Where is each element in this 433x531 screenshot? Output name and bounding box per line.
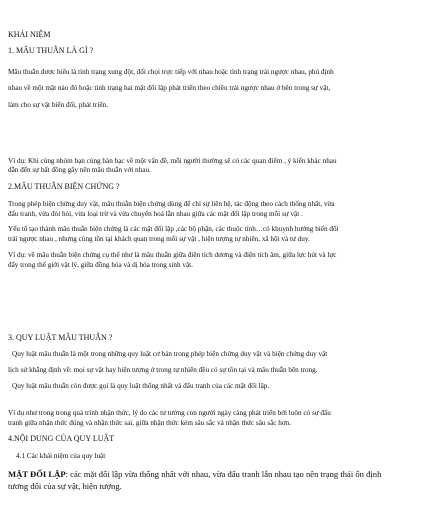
section-3-paragraph-line-2: lịch sử khẳng định về: mọi sự vật hay hiện tượng ở trong tự nhiên đều có sự tồn tại và mâu thuẫn bên trong.: [8, 366, 318, 374]
section-1-example-line-2: dẫn đến sự bất đồng gây nên mâu thuẫn với nhau.: [8, 166, 151, 174]
definition-term: MẶT ĐỐI LẬP: [8, 469, 66, 479]
section-2-example-line-2: đẩy trong thế giới vật lý, giữa đồng hóa và dị hóa trong sinh vật.: [8, 261, 193, 269]
section-3-paragraph-line-3: Quy luật mâu thuẫn còn được gọi là quy luật thống nhất và đấu tranh của các mặt đối lập.: [12, 382, 270, 390]
section-1-heading: 1. MÂU THUẪN LÀ GÌ ?: [8, 46, 94, 55]
section-1-paragraph-line-2: nhau về một mặt nào đó hoặc tình trạng hai mặt đối lập phát triển theo chiều trái ngược nhau ở bên trong sự vật,: [8, 84, 331, 92]
section-3-heading: 3. QUY LUẬT MÂU THUẪN ?: [8, 333, 113, 342]
section-2-paragraph-1-line-2: đấu tranh, vừa đòi hỏi, vừa loại trừ và vừa chuyển hoá lẫn nhau giữa các mặt đối lập trong mỗi sự vật .: [8, 210, 303, 218]
section-4-definition-line-2: tương đối của sự vật, hiện tượng.: [8, 481, 122, 491]
section-2-paragraph-2-line-1: Yếu tố tạo thành mâu thuẫn biện chứng là các mặt đối lập ,các bộ phận, các thuộc tính…có khuynh hướng biến đổi: [8, 225, 339, 233]
definition-text: : các mặt đối lập vừa thống nhất với nhau, vừa đấu tranh lẫn nhau tạo nên trạng thái ổn định: [65, 469, 382, 479]
section-2-heading: 2.MÂU THUẪN BIỆN CHỨNG ?: [8, 182, 120, 191]
document-title: KHÁI NIỆM: [8, 30, 51, 39]
section-1-paragraph-line-1: Mâu thuẫn được hiểu là tình trạng xung đột, đối chọi trực tiếp với nhau hoặc tình trạng trái ngược nhau, phủ định: [8, 68, 334, 76]
section-1-paragraph-line-3: làm cho sự vật biến đổi, phát triển.: [8, 101, 108, 109]
section-4-definition-line-1: [8, 469, 381, 480]
section-1-example-line-1: Ví dụ: Khi cùng nhóm bạn cùng bàn bạc về một vấn đề, mỗi người thường sẽ có các quan điểm , ý kiến khác nhau: [8, 157, 337, 165]
section-4-subheading: 4.1 Các khái niệm của quy luật: [16, 452, 106, 460]
section-3-paragraph-line-1: Quy luật mâu thuẫn là một trong những quy luật cơ bản trong phép biện chứng duy vật và biện chứng duy vật: [12, 350, 328, 358]
section-2-paragraph-1-line-1: Trong phép biện chứng duy vật, mâu thuẫn biện chứng dùng để chỉ sự liên hệ, tác động theo cách thống nhất, vừa: [8, 200, 335, 208]
section-4-heading: 4.NỘI DUNG CỦA QUY LUẬT: [8, 434, 115, 443]
section-2-paragraph-2-line-2: trái ngược nhau , nhưng cùng tồn tại khách quan trong mỗi sự vật , hiện tượng tự nhiên, xã hội và tư duy.: [8, 235, 310, 243]
section-2-example-line-1: Ví dụ: về mâu thuẫn biện chứng cụ thể như là mâu thuẫn giữa điện tích dương và điện tích âm, giữa lực hút và lực: [8, 251, 337, 259]
section-3-example-line-2: tranh giữa nhận thức đúng và nhận thức sai, giữa nhận thức kém sâu sắc và nhận thức sâu sắc hơn.: [8, 419, 292, 427]
section-3-example-line-1: Ví dụ như trong trong quá trình nhận thức, lý do các tư tưởng con người ngày càng phát triển bởi luôn có sự đấu: [8, 409, 331, 417]
